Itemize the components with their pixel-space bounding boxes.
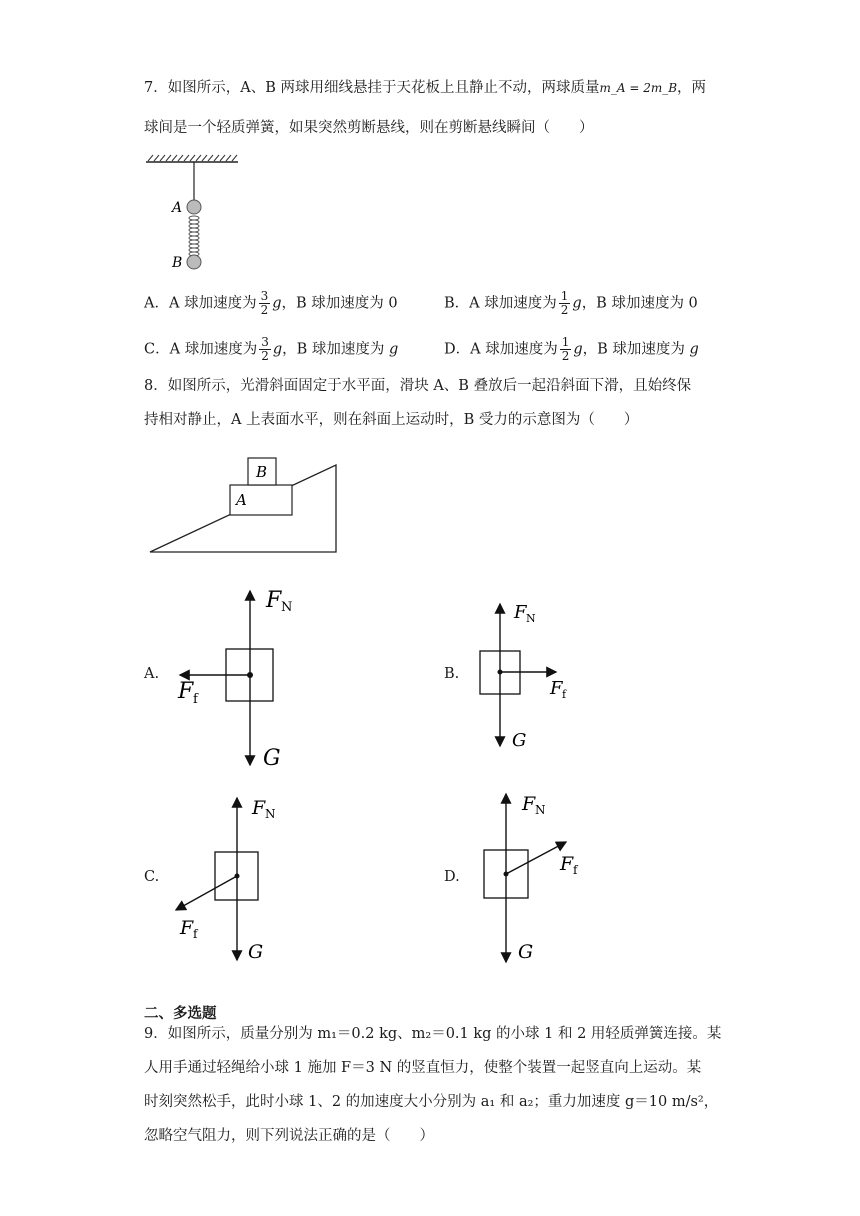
ff-label: F [560, 853, 574, 875]
g-label: G [248, 941, 264, 963]
ball-b [187, 255, 201, 269]
q8-option-c-diagram[interactable] [170, 792, 300, 964]
option-text-end: ，B 球加速度为 [582, 341, 685, 358]
option-text: A 球加速度为 [169, 341, 258, 358]
fn-subscript: N [535, 803, 546, 817]
q7-stem-text-end: ，两 [677, 80, 707, 96]
fraction: $\frac{1}{2}$ [561, 335, 570, 363]
q7-spring-figure [140, 150, 250, 275]
ff-subscript: f [193, 927, 198, 941]
option-letter: A． [144, 295, 169, 312]
q8-option-b-letter[interactable]: B. [444, 666, 460, 682]
fn-subscript: N [526, 612, 536, 625]
fn-label: F [252, 797, 266, 819]
q7-option-d[interactable] [444, 336, 699, 363]
q8-option-d-letter[interactable]: D. [444, 869, 460, 885]
q7-option-b[interactable] [444, 290, 698, 317]
q8-stem-line2: 持相对静止，A 上表面水平，则在斜面上运动时，B 受力的示意图为（ ） [144, 412, 639, 428]
q7-mass-equation: m_A = 2m_B [599, 81, 678, 95]
ff-subscript: f [573, 863, 578, 877]
friction-arrow [176, 876, 237, 910]
label-b: B [256, 463, 268, 481]
option-text: A 球加速度为 [469, 295, 557, 312]
ff-label: F [180, 917, 194, 939]
ball-a [187, 200, 201, 214]
section-title: 二、多选题 [144, 1006, 217, 1022]
ff-subscript: f [193, 692, 198, 707]
q7-stem-text: 7．如图所示，A、B 两球用细线悬挂于天花板上且静止不动，两球质量 [144, 80, 600, 96]
option-text-end: ，B 球加速度为 0 [281, 295, 398, 312]
fraction: $\frac{3}{2}$ [260, 289, 269, 317]
g-symbol: g [272, 341, 283, 358]
q8-option-c-letter[interactable]: C. [144, 869, 160, 885]
spring [189, 216, 199, 256]
option-letter: D． [444, 341, 471, 358]
option-letter: C． [144, 341, 170, 358]
ff-label: F [178, 679, 194, 704]
q9-stem-line4: 忽略空气阻力，则下列说法正确的是（ ） [144, 1128, 434, 1144]
fn-label: F [266, 588, 282, 613]
g-label: G [518, 941, 534, 963]
g-symbol: g [573, 341, 583, 358]
option-letter: B． [444, 295, 470, 312]
g-symbol: g [272, 295, 282, 312]
ff-subscript: f [562, 688, 567, 701]
q9-stem-line1: 9．如图所示，质量分别为 m₁＝0.2 kg、m₂＝0.1 kg 的小球 1 和 2 用轻质弹簧连接。某 [144, 1026, 722, 1042]
g-label: G [512, 730, 527, 751]
q8-stem-line1: 8．如图所示，光滑斜面固定于水平面，滑块 A、B 叠放后一起沿斜面下滑，且始终保 [144, 378, 692, 394]
q8-option-a-letter[interactable]: A. [144, 666, 160, 682]
option-text-end: ，B 球加速度为 0 [581, 295, 698, 312]
fn-label: F [522, 793, 536, 815]
friction-arrow [506, 842, 566, 874]
ff-label: F [550, 678, 563, 699]
label-a: A [172, 200, 183, 216]
fraction: $\frac{1}{2}$ [560, 289, 569, 317]
g-symbol: g [389, 341, 399, 358]
q8-option-d-diagram[interactable] [478, 788, 603, 968]
g-symbol: g [572, 295, 582, 312]
q8-option-a-diagram[interactable] [168, 585, 308, 770]
g-symbol: g [689, 341, 699, 358]
q8-incline-figure [145, 452, 345, 557]
fn-label: F [514, 602, 527, 623]
q9-stem-line3: 时刻突然松手，此时小球 1、2 的加速度大小分别为 a₁ 和 a₂；重力加速度 g＝10 m/s²， [144, 1094, 719, 1110]
q7-option-c[interactable] [144, 336, 398, 363]
label-a: A [236, 491, 247, 509]
ceiling-hatch [146, 155, 238, 162]
label-b: B [172, 255, 183, 271]
q7-option-a[interactable] [144, 290, 398, 317]
option-text: A 球加速度为 [168, 295, 257, 312]
q8-option-b-diagram[interactable] [470, 598, 590, 753]
option-text-end: ，B 球加速度为 [282, 341, 385, 358]
option-text: A 球加速度为 [470, 341, 558, 358]
q7-stem-line2: 球间是一个轻质弹簧，如果突然剪断悬线，则在剪断悬线瞬间（ ） [144, 120, 594, 136]
q7-stem-line1 [144, 78, 706, 98]
q9-stem-line2: 人用手通过轻绳给小球 1 施加 F＝3 N 的竖直恒力，使整个装置一起竖直向上运动。某 [144, 1060, 702, 1076]
fn-subscript: N [281, 600, 293, 615]
fraction: $\frac{3}{2}$ [261, 335, 269, 363]
g-label: G [263, 746, 281, 770]
fn-subscript: N [265, 807, 276, 821]
